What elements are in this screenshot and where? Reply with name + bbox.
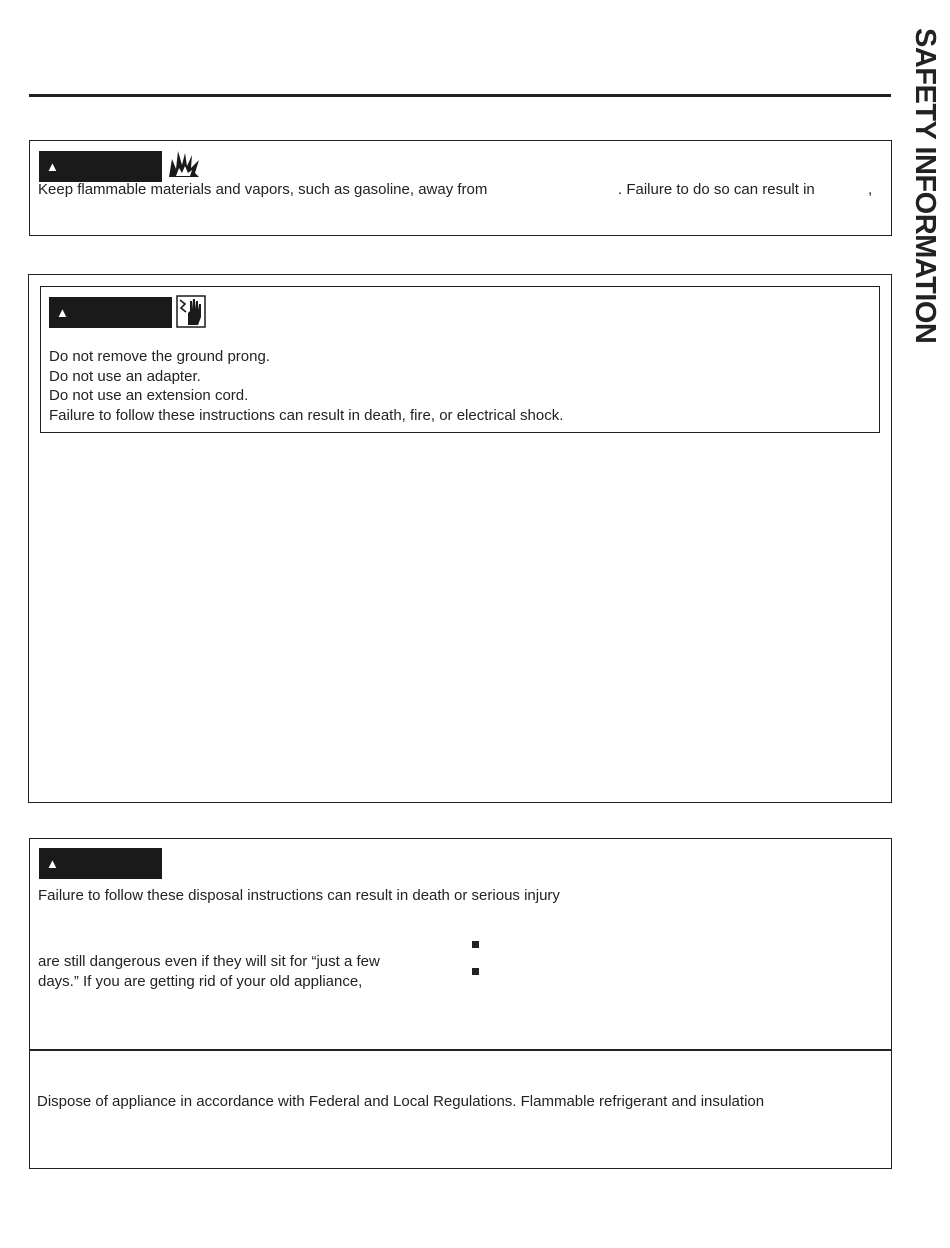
explosion-icon	[167, 149, 201, 179]
electrical-line-1: Do not remove the ground prong.	[49, 348, 270, 365]
electrical-line-2: Do not use an adapter.	[49, 368, 201, 385]
warning-triangle-icon: ▲	[56, 305, 69, 320]
header-rule	[29, 94, 891, 97]
side-section-title: SAFETY INFORMATION	[909, 28, 941, 344]
disposal-line-1: Failure to follow these disposal instructions can result in death or serious injury	[38, 887, 560, 904]
regulation-box	[29, 1049, 892, 1169]
disposal-left-line-2: days.” If you are getting rid of your old appliance,	[38, 973, 363, 990]
list-bullet	[472, 941, 479, 948]
warning-triangle-icon: ▲	[46, 159, 59, 174]
flammable-text-b: . Failure to do so can result in	[618, 181, 815, 198]
disposal-left-line-1: are still dangerous even if they will sit for “just a few	[38, 953, 380, 970]
electrical-shock-icon	[176, 295, 206, 328]
list-bullet	[472, 968, 479, 975]
regulation-text: Dispose of appliance in accordance with Federal and Local Regulations. Flammable refrigerant and insulation	[37, 1093, 765, 1110]
flammable-text-a: Keep flammable materials and vapors, such as gasoline, away from	[38, 181, 488, 198]
flammable-text-c: ,	[868, 181, 873, 198]
electrical-line-4: Failure to follow these instructions can result in death, fire, or electrical shock.	[49, 407, 564, 424]
warning-triangle-icon: ▲	[46, 856, 59, 871]
warning-badge	[39, 151, 162, 182]
flammable-warning-box	[29, 140, 892, 236]
electrical-section-box	[28, 274, 892, 803]
electrical-warning-box	[40, 286, 880, 433]
warning-badge	[39, 848, 162, 879]
electrical-line-3: Do not use an extension cord.	[49, 387, 249, 404]
warning-badge	[49, 297, 172, 328]
disposal-warning-box	[29, 838, 892, 1051]
